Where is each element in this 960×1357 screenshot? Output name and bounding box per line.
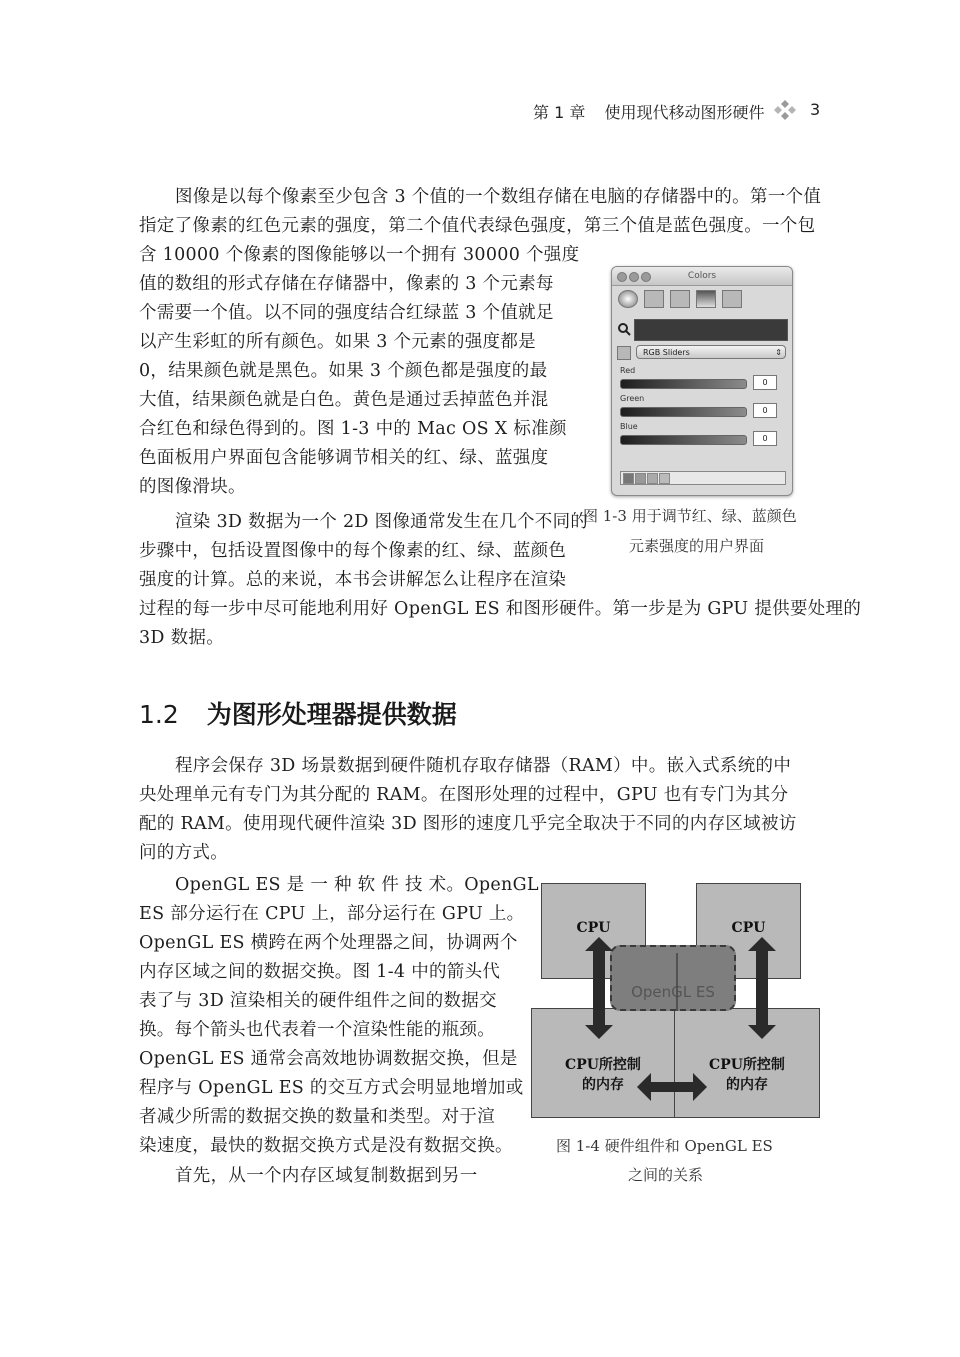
red-slider[interactable]	[620, 379, 747, 389]
current-color-swatch[interactable]	[634, 319, 788, 341]
figure-1-3-caption-line1: 图 1-3 用于调节红、绿、蓝颜色	[583, 507, 797, 525]
figure-1-4-caption-line1: 图 1-4 硬件组件和 OpenGL ES	[556, 1137, 773, 1155]
blue-label: Blue	[620, 422, 638, 431]
crayons-mode-icon[interactable]	[722, 290, 742, 308]
color-wheel-icon[interactable]	[618, 290, 638, 308]
slider-mode-value: RGB Sliders	[643, 348, 690, 357]
palette-mode-icon[interactable]	[670, 290, 690, 308]
palette-swatch[interactable]	[635, 473, 646, 484]
para4-line: 换。每个箭头也代表着一个渲染性能的瓶颈。	[139, 1020, 495, 1040]
para2-line: 强度的计算。总的来说，本书会讲解怎么让程序在渲染	[139, 570, 567, 590]
para4-line: 首先，从一个内存区域复制数据到另一	[175, 1166, 478, 1186]
double-arrow-icon-horizontal	[637, 1073, 707, 1101]
para4-line: ES 部分运行在 CPU 上，部分运行在 GPU 上。	[139, 904, 525, 924]
para1-line: 大值，结果颜色就是白色。黄色是通过丢掉蓝色并混	[139, 390, 549, 410]
section-title: 为图形处理器提供数据	[206, 700, 457, 729]
chapter-title: 使用现代移动图形硬件	[604, 103, 765, 122]
para1-line: 含 10000 个像素的图像能够以一个拥有 30000 个强度	[139, 245, 580, 265]
close-dot-icon	[617, 272, 627, 282]
slider-mode-select[interactable]	[636, 345, 786, 359]
red-label: Red	[620, 366, 636, 375]
minimize-dot-icon	[629, 272, 639, 282]
para1-line: 值的数组的形式存储在存储器中，像素的 3 个元素每	[139, 274, 554, 294]
para2-line: 过程的每一步中尽可能地利用好 OpenGL ES 和图形硬件。第一步是为 GPU 提供要处理的	[139, 599, 862, 619]
figure-1-3-caption-line2: 元素强度的用户界面	[629, 537, 765, 555]
para4-line: OpenGL ES 是 一 种 软 件 技 术。OpenGL	[175, 875, 539, 895]
cpu-right-label: CPU	[731, 920, 766, 936]
green-slider[interactable]	[620, 407, 747, 417]
opengl-es-label: OpenGL ES	[631, 983, 715, 1001]
colors-window-title: Colors	[687, 271, 717, 281]
para4-line: OpenGL ES 通常会高效地协调数据交换，但是	[139, 1049, 518, 1069]
green-label: Green	[620, 394, 645, 403]
para1-line: 色面板用户界面包含能够调节相关的红、绿、蓝强度	[139, 448, 549, 468]
data-exchange-arrows	[541, 883, 820, 1118]
para3-line: 央处理单元有专门为其分配的 RAM。在图形处理的过程中，GPU 也有专门为其分	[139, 785, 789, 805]
para1-line: 以产生彩虹的所有颜色。如果 3 个元素的强度都是	[139, 332, 536, 352]
zoom-dot-icon	[641, 272, 651, 282]
colors-titlebar	[612, 267, 792, 286]
section-number: 1.2	[139, 700, 179, 729]
hardware-diagram-figure	[541, 883, 820, 1118]
green-value[interactable]: 0	[753, 403, 777, 418]
diamond-ornament-icon	[772, 99, 798, 121]
running-header	[533, 100, 764, 123]
palette-swatch[interactable]	[647, 473, 658, 484]
mem-left-line2: 的内存	[582, 1077, 624, 1093]
para4-line: 程序与 OpenGL ES 的交互方式会明显地增加或	[139, 1078, 524, 1098]
para1-line: 合红色和绿色得到的。图 1-3 中的 Mac OS X 标准颜	[139, 419, 567, 439]
para3-line: 配的 RAM。使用现代硬件渲染 3D 图形的速度几乎完全取决于不同的内存区域被访	[139, 814, 797, 834]
blue-slider[interactable]	[620, 435, 747, 445]
cpu-left-label: CPU	[576, 920, 611, 936]
chapter-label: 第 1 章	[533, 103, 586, 122]
para2-line: 步骤中，包括设置图像中的每个像素的红、绿、蓝颜色	[139, 541, 567, 561]
para1-line: 个需要一个值。以不同的强度结合红绿蓝 3 个值就足	[139, 303, 554, 323]
para3-line: 问的方式。	[139, 843, 228, 863]
para1-line: 指定了像素的红色元素的强度，第二个值代表绿色强度，第三个值是蓝色强度。一个包	[139, 216, 816, 236]
blue-value[interactable]: 0	[753, 431, 777, 446]
sliders-mode-icon[interactable]	[644, 290, 664, 308]
double-arrow-icon-right-vertical	[748, 937, 776, 1039]
slider-type-icon	[617, 346, 631, 360]
swatch-palette[interactable]	[620, 471, 786, 485]
para3-line: 程序会保存 3D 场景数据到硬件随机存取存储器（RAM）中。嵌入式系统的中	[175, 756, 792, 776]
section-heading	[139, 695, 457, 731]
select-arrows-icon: ⇕	[775, 348, 782, 357]
double-arrow-icon-left-vertical	[585, 937, 613, 1039]
para2-line: 3D 数据。	[139, 628, 225, 648]
para4-line: 表了与 3D 渲染相关的硬件组件之间的数据交	[139, 991, 497, 1011]
para4-line: OpenGL ES 横跨在两个处理器之间，协调两个	[139, 933, 518, 953]
palette-swatch[interactable]	[623, 473, 634, 484]
para2-line: 渲染 3D 数据为一个 2D 图像通常发生在几个不同的	[175, 512, 589, 532]
para1-line: 0，结果颜色就是黑色。如果 3 个颜色都是强度的最	[139, 361, 548, 381]
para4-line: 染速度，最快的数据交换方式是没有数据交换。	[139, 1136, 513, 1156]
mem-right-line2: 的内存	[726, 1077, 768, 1093]
para1-line: 的图像滑块。	[139, 477, 246, 497]
figure-1-4-caption-line2: 之间的关系	[628, 1166, 704, 1184]
para1-line: 图像是以每个像素至少包含 3 个值的一个数组存储在电脑的存储器中的。第一个值	[175, 187, 822, 207]
para4-line: 内存区域之间的数据交换。图 1-4 中的箭头代	[139, 962, 501, 982]
image-palette-icon[interactable]	[696, 290, 716, 308]
para4-line: 者减少所需的数据交换的数量和类型。对于渲	[139, 1107, 495, 1127]
palette-swatch[interactable]	[659, 473, 670, 484]
magnifier-icon[interactable]	[617, 322, 631, 336]
mem-left-line1: CPU所控制	[565, 1057, 641, 1073]
colors-panel-figure	[611, 266, 793, 496]
mem-right-line1: CPU所控制	[709, 1057, 785, 1073]
red-value[interactable]: 0	[753, 375, 777, 390]
colors-toolbar	[612, 286, 792, 312]
page-number: 3	[810, 100, 821, 119]
